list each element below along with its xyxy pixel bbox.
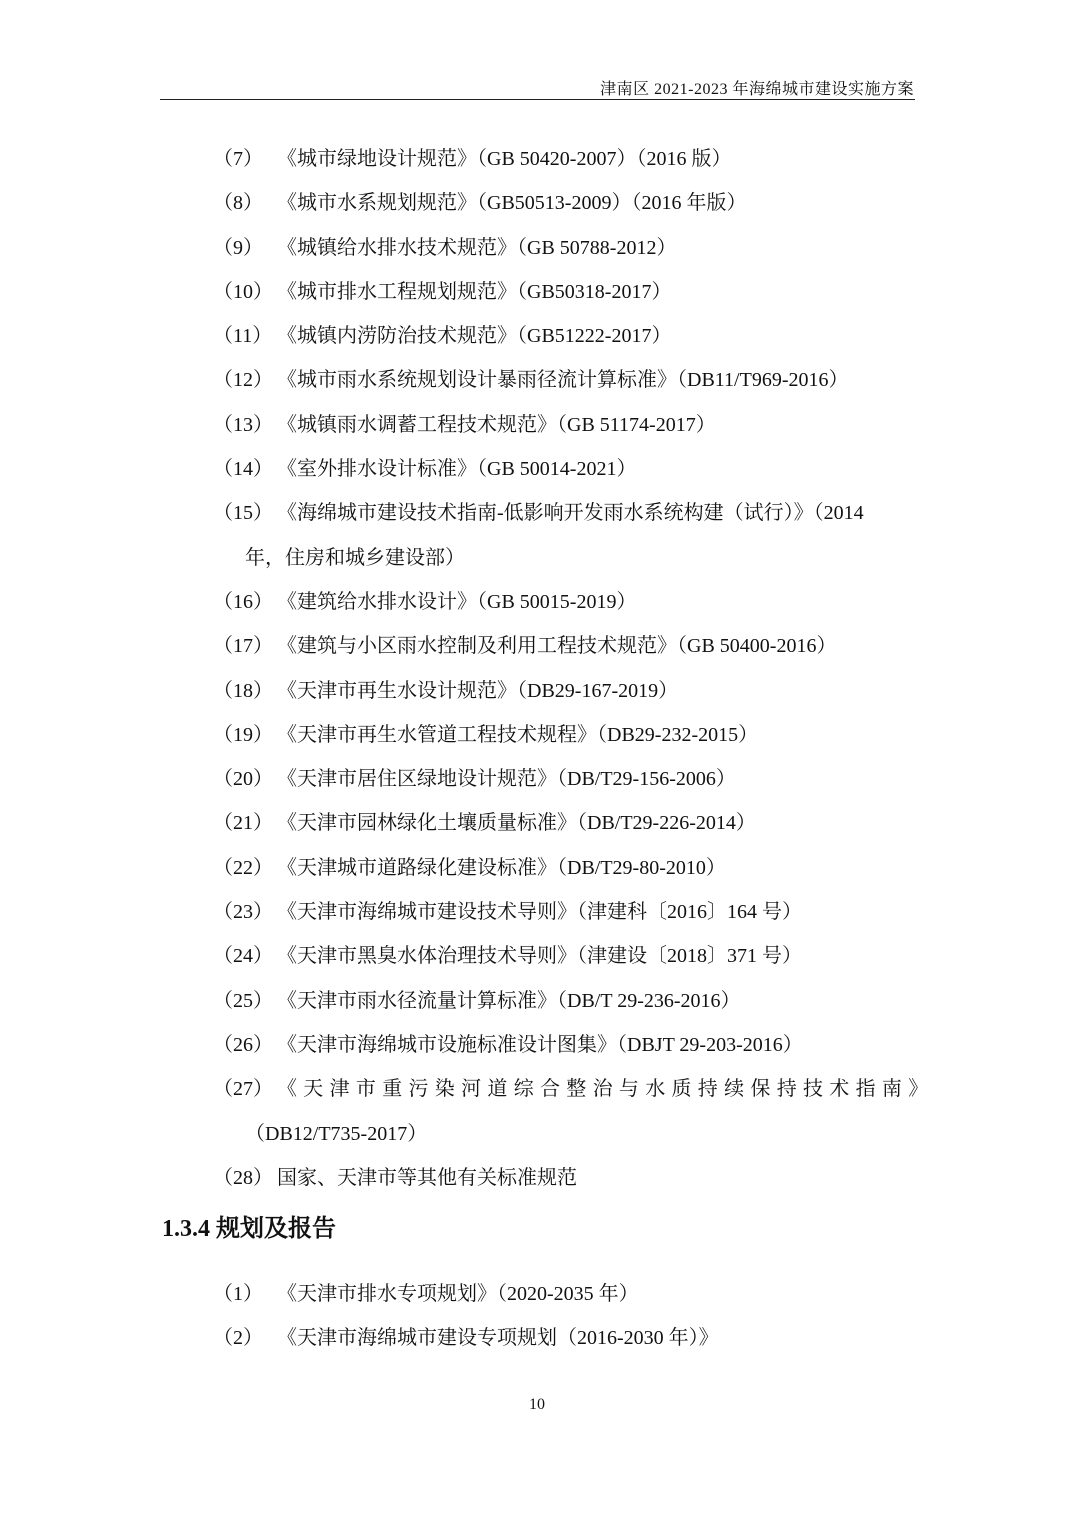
list-item — [213, 226, 923, 270]
item-text: 《室外排水设计标准》（GB 50014-2021） — [277, 458, 637, 481]
list-item — [213, 1272, 923, 1316]
list-item — [213, 270, 923, 314]
item-text: 《天津市排水专项规划》（2020-2035 年） — [277, 1283, 639, 1305]
item-number: （1） — [213, 1283, 263, 1305]
item-number: （23） — [213, 901, 273, 924]
item-number: （19） — [213, 723, 273, 746]
item-number: （11） — [213, 325, 273, 348]
list-item — [213, 890, 923, 934]
list-item — [213, 979, 923, 1023]
list-item — [213, 1316, 923, 1360]
list-item — [213, 137, 923, 181]
list-item — [213, 846, 923, 890]
item-number: （24） — [213, 945, 273, 968]
item-text: 《城镇内涝防治技术规范》（GB51222-2017） — [277, 325, 672, 348]
list-item — [213, 1156, 923, 1200]
item-number: （21） — [213, 812, 273, 835]
item-number: （20） — [213, 768, 273, 791]
item-number: （12） — [213, 369, 273, 392]
list-item — [213, 1067, 935, 1156]
item-number: （15） — [213, 502, 273, 525]
item-text: 《城市排水工程规划规范》（GB50318-2017） — [277, 280, 672, 303]
item-text: 《海绵城市建设技术指南-低影响开发雨水系统构建（试行）》（2014 — [277, 502, 864, 525]
list-item — [213, 1023, 923, 1067]
section-heading: 1.3.4 规划及报告 — [162, 1216, 336, 1242]
list-item — [213, 181, 923, 225]
running-header: 津南区 2021-2023 年海绵城市建设实施方案 — [600, 81, 914, 98]
item-number: （13） — [213, 413, 273, 436]
item-text: 国家、天津市等其他有关标准规范 — [277, 1166, 577, 1189]
list-item — [213, 314, 923, 358]
item-text: 《天津市海绵城市设施标准设计图集》（DBJT 29-203-2016） — [277, 1033, 803, 1056]
item-text: 《天津市居住区绿地设计规范》（DB/T29-156-2006） — [277, 768, 736, 791]
header-divider — [160, 99, 915, 100]
item-number: （28） — [213, 1166, 273, 1189]
item-number: （8） — [213, 192, 263, 215]
list-item — [213, 447, 923, 491]
item-number: （9） — [213, 236, 263, 259]
item-text: 《天津市海绵城市建设技术导则》（津建科〔2016〕164 号） — [277, 901, 802, 924]
item-number: （2） — [213, 1327, 263, 1350]
item-text: 《天津市雨水径流量计算标准》（DB/T 29-236-2016） — [277, 989, 741, 1012]
item-text: 《天津市园林绿化土壤质量标准》（DB/T29-226-2014） — [277, 812, 756, 835]
item-text: 《城镇雨水调蓄工程技术规范》（GB 51174-2017） — [277, 413, 716, 436]
item-number: （18） — [213, 679, 273, 702]
reference-list — [213, 137, 935, 1200]
item-text-continued: 年，住房和城乡建设部） — [245, 546, 465, 569]
list-item — [213, 801, 923, 845]
item-text: 《天津市海绵城市建设专项规划（2016-2030 年）》 — [277, 1327, 719, 1350]
plan-list — [213, 1272, 923, 1361]
list-item — [213, 403, 923, 447]
item-text: 《城市雨水系统规划设计暴雨径流计算标准》（DB11/T969-2016） — [277, 369, 849, 392]
list-item — [213, 580, 923, 624]
item-text: 《天津市再生水设计规范》（DB29-167-2019） — [277, 679, 679, 702]
item-text: 《天津城市道路绿化建设标准》（DB/T29-80-2010） — [277, 856, 726, 879]
item-text: 《建筑与小区雨水控制及利用工程技术规范》（GB 50400-2016） — [277, 635, 837, 658]
item-number: （10） — [213, 280, 273, 303]
item-text: 《城镇给水排水技术规范》（GB 50788-2012） — [277, 236, 677, 259]
list-item — [213, 669, 923, 713]
item-number: （26） — [213, 1033, 273, 1056]
item-number: （16） — [213, 590, 273, 613]
item-text: 《建筑给水排水设计》（GB 50015-2019） — [277, 590, 637, 613]
item-text: 《天津市黑臭水体治理技术导则》（津建设〔2018〕371 号） — [277, 945, 802, 968]
item-text: 《城市绿地设计规范》（GB 50420-2007）（2016 版） — [277, 148, 732, 170]
item-text-continued: （DB12/T735-2017） — [245, 1122, 428, 1145]
list-item — [213, 713, 923, 757]
list-item — [213, 624, 923, 668]
list-item — [213, 491, 923, 580]
item-number: （17） — [213, 635, 273, 658]
list-item — [213, 934, 923, 978]
item-number: （14） — [213, 458, 273, 481]
item-number: （7） — [213, 148, 263, 170]
list-item — [213, 757, 923, 801]
item-number: （27） — [213, 1078, 273, 1101]
item-number: （22） — [213, 856, 273, 879]
page-number: 10 — [529, 1396, 545, 1413]
item-number: （25） — [213, 989, 273, 1012]
list-item — [213, 358, 923, 402]
item-text: 《天津市再生水管道工程技术规程》（DB29-232-2015） — [277, 723, 759, 746]
item-text: 《天津市重污染河道综合整治与水质持续保持技术指南》 — [277, 1078, 935, 1101]
item-text: 《城市水系规划规范》（GB50513-2009）（2016 年版） — [277, 192, 747, 215]
